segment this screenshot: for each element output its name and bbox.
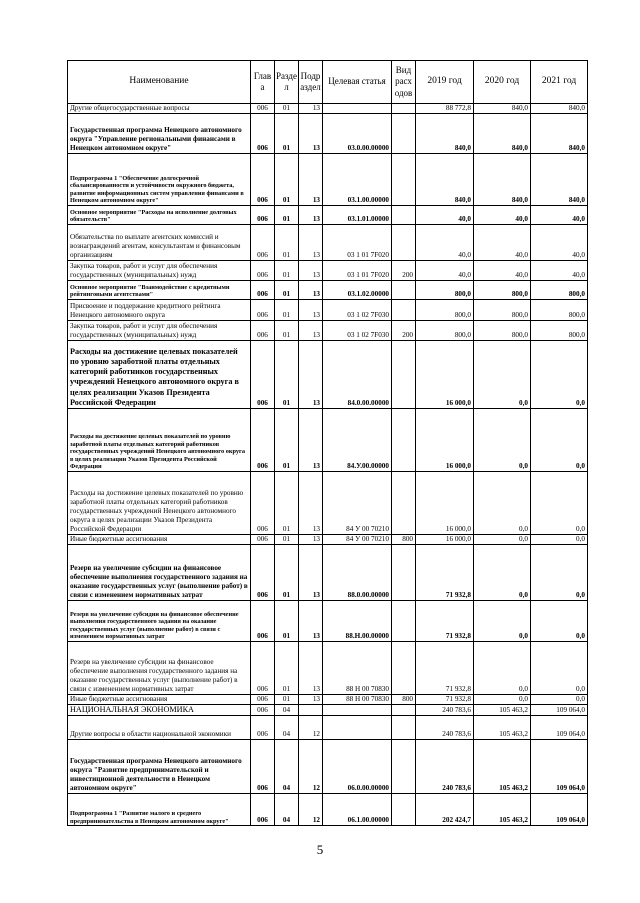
- row-podrazdel: 13: [299, 154, 323, 206]
- row-2021: 0,0: [531, 535, 588, 545]
- row-glava: 006: [251, 341, 275, 409]
- row-razdel: 01: [275, 341, 299, 409]
- row-2019: 71 932,8: [416, 642, 474, 695]
- row-glava: 006: [251, 794, 275, 826]
- row-target: 03 1 02 7F030: [323, 321, 392, 341]
- row-name: Расходы на достижение целевых показателей по уровню заработной платы отдельных категорий работников государственных учреждений Ненецкого автономного округа в целях реализации Указов Президента Российской Федерации: [68, 341, 251, 409]
- row-vid: 200: [392, 261, 416, 281]
- row-vid: [392, 601, 416, 642]
- row-glava: 006: [251, 601, 275, 642]
- row-razdel: 01: [275, 281, 299, 300]
- row-razdel: 01: [275, 154, 299, 206]
- row-target: 03.1.01.00000: [323, 206, 392, 225]
- row-target: 84.0.00.00000: [323, 341, 392, 409]
- row-2020: 840,0: [474, 104, 531, 114]
- row-2019: 800,0: [416, 300, 474, 321]
- row-vid: [392, 104, 416, 114]
- row-name: Резерв на увеличение субсидии на финансовое обеспечение выполнения государственного задания на оказание государственных услуг (выполнение работ) в связи с изменением нормативных затрат: [68, 642, 251, 695]
- row-vid: [392, 281, 416, 300]
- row-glava: 006: [251, 472, 275, 535]
- table-row: [68, 535, 588, 545]
- row-2021: 109 064,0: [531, 716, 588, 740]
- row-target: [323, 705, 392, 716]
- row-name: Другие вопросы в области национальной экономики: [68, 716, 251, 740]
- row-2020: 0,0: [474, 341, 531, 409]
- row-target: 84.У.00.00000: [323, 409, 392, 472]
- row-podrazdel: 13: [299, 601, 323, 642]
- row-vid: [392, 225, 416, 261]
- row-razdel: 04: [275, 740, 299, 794]
- col-header-vid: Вид расх одов: [392, 61, 416, 104]
- row-podrazdel: 13: [299, 300, 323, 321]
- budget-table: [67, 60, 588, 826]
- row-2021: 109 064,0: [531, 705, 588, 716]
- row-vid: [392, 642, 416, 695]
- row-vid: [392, 154, 416, 206]
- row-name: Расходы на достижение целевых показателей по уровню заработной платы отдельных категорий работников государственных учреждений Ненецкого автономного округа в целях реализации Указов Президента Российской Федерации: [68, 472, 251, 535]
- row-vid: [392, 300, 416, 321]
- col-header-podrazdel: Подр аздел: [299, 61, 323, 104]
- row-vid: [392, 409, 416, 472]
- row-podrazdel: 13: [299, 472, 323, 535]
- table-row: [68, 695, 588, 705]
- row-2021: 840,0: [531, 104, 588, 114]
- row-2020: 40,0: [474, 206, 531, 225]
- row-2020: 0,0: [474, 642, 531, 695]
- row-glava: 006: [251, 409, 275, 472]
- row-2020: 0,0: [474, 535, 531, 545]
- row-razdel: 01: [275, 545, 299, 601]
- row-2021: 40,0: [531, 206, 588, 225]
- row-glava: 006: [251, 104, 275, 114]
- row-name: Основное мероприятие "Взаимодействие с кредитными рейтинговыми агентствами": [68, 281, 251, 300]
- row-podrazdel: 13: [299, 695, 323, 705]
- col-header-target: Целевая статья: [323, 61, 392, 104]
- table-row: [68, 281, 588, 300]
- row-razdel: 01: [275, 409, 299, 472]
- table-header-row: [68, 61, 588, 104]
- row-razdel: 01: [275, 114, 299, 154]
- row-2021: 0,0: [531, 472, 588, 535]
- row-podrazdel: 13: [299, 409, 323, 472]
- row-name: Иные бюджетные ассигнования: [68, 535, 251, 545]
- row-2019: 840,0: [416, 114, 474, 154]
- row-vid: [392, 794, 416, 826]
- row-2020: 0,0: [474, 472, 531, 535]
- row-2019: 16 000,0: [416, 472, 474, 535]
- row-target: 03.1.00.00000: [323, 154, 392, 206]
- row-glava: 006: [251, 740, 275, 794]
- row-name: Иные бюджетные ассигнования: [68, 695, 251, 705]
- row-2019: 240 783,6: [416, 740, 474, 794]
- row-podrazdel: 12: [299, 740, 323, 794]
- row-glava: 006: [251, 261, 275, 281]
- row-2021: 800,0: [531, 300, 588, 321]
- table-row: [68, 545, 588, 601]
- row-razdel: 01: [275, 261, 299, 281]
- row-podrazdel: 13: [299, 104, 323, 114]
- row-glava: 006: [251, 300, 275, 321]
- table-row: [68, 225, 588, 261]
- row-2019: 88 772,8: [416, 104, 474, 114]
- row-razdel: 01: [275, 695, 299, 705]
- row-2020: 40,0: [474, 225, 531, 261]
- row-razdel: 04: [275, 705, 299, 716]
- row-razdel: 01: [275, 472, 299, 535]
- row-razdel: 01: [275, 321, 299, 341]
- row-2019: 800,0: [416, 321, 474, 341]
- row-podrazdel: 12: [299, 794, 323, 826]
- row-name: Резерв на увеличение субсидии на финансовое обеспечение выполнения государственного задания на оказание государственных услуг (выполнение работ) в связи с изменением нормативных затрат: [68, 545, 251, 601]
- row-2019: 16 000,0: [416, 409, 474, 472]
- row-2019: 40,0: [416, 261, 474, 281]
- row-2019: 71 932,8: [416, 695, 474, 705]
- table-row: [68, 341, 588, 409]
- row-target: 03 1 02 7F030: [323, 300, 392, 321]
- row-2019: 16 000,0: [416, 535, 474, 545]
- row-target: 06.0.00.00000: [323, 740, 392, 794]
- row-2020: 105 463,2: [474, 794, 531, 826]
- row-name: Резерв на увеличение субсидии на финансовое обеспечение выполнения государственного задания на оказание государственных услуг (выполнение работ) в связи с изменением нормативных затрат: [68, 601, 251, 642]
- table-row: [68, 300, 588, 321]
- row-2021: 0,0: [531, 341, 588, 409]
- row-2020: 840,0: [474, 114, 531, 154]
- table-row: [68, 321, 588, 341]
- row-2020: 800,0: [474, 300, 531, 321]
- row-target: 03 1 01 7F020: [323, 261, 392, 281]
- row-glava: 006: [251, 225, 275, 261]
- page-number: 5: [316, 842, 324, 857]
- row-razdel: 04: [275, 794, 299, 826]
- row-name: Основное мероприятие "Расходы на исполнение долговых обязательств": [68, 206, 251, 225]
- row-target: 88.Н.00.00000: [323, 601, 392, 642]
- row-glava: 006: [251, 695, 275, 705]
- table-row: [68, 104, 588, 114]
- row-2021: 800,0: [531, 321, 588, 341]
- row-target: 84 У 00 70210: [323, 472, 392, 535]
- row-2021: 0,0: [531, 409, 588, 472]
- table-body: [68, 104, 588, 826]
- row-razdel: 01: [275, 535, 299, 545]
- row-glava: 006: [251, 535, 275, 545]
- row-target: 88 Н 00 70830: [323, 695, 392, 705]
- row-vid: 200: [392, 321, 416, 341]
- table-row: [68, 794, 588, 826]
- row-2019: 40,0: [416, 206, 474, 225]
- row-name: Присвоение и поддержание кредитного рейтинга Ненецкого автономного округа: [68, 300, 251, 321]
- row-vid: [392, 206, 416, 225]
- row-vid: [392, 716, 416, 740]
- row-target: 03.0.00.00000: [323, 114, 392, 154]
- row-name: Подпрограмма 1 "Обеспечение долгосрочной сбалансированности и устойчивости окружного бюджета, развитие информационных систем управления финансами в Ненецком автономном округе": [68, 154, 251, 206]
- row-razdel: 01: [275, 225, 299, 261]
- row-name: НАЦИОНАЛЬНАЯ ЭКОНОМИКА: [68, 705, 251, 716]
- row-target: 03.1.02.00000: [323, 281, 392, 300]
- row-razdel: 01: [275, 642, 299, 695]
- col-header-2019: 2019 год: [416, 61, 474, 104]
- row-glava: 006: [251, 705, 275, 716]
- row-2020: 105 463,2: [474, 716, 531, 740]
- row-2021: 0,0: [531, 601, 588, 642]
- row-vid: [392, 545, 416, 601]
- row-glava: 006: [251, 716, 275, 740]
- row-vid: [392, 341, 416, 409]
- row-2020: 0,0: [474, 601, 531, 642]
- row-2020: 800,0: [474, 321, 531, 341]
- row-podrazdel: 13: [299, 321, 323, 341]
- row-glava: 006: [251, 281, 275, 300]
- row-2019: 71 932,8: [416, 601, 474, 642]
- row-2021: 40,0: [531, 261, 588, 281]
- row-podrazdel: 13: [299, 535, 323, 545]
- row-glava: 006: [251, 545, 275, 601]
- row-2019: 240 783,6: [416, 705, 474, 716]
- row-podrazdel: 13: [299, 545, 323, 601]
- row-target: 84 У 00 70210: [323, 535, 392, 545]
- row-2020: 0,0: [474, 695, 531, 705]
- row-name: Обязательства по выплате агентских комиссий и вознаграждений агентам, консультантам и финансовым организациям: [68, 225, 251, 261]
- row-razdel: 01: [275, 206, 299, 225]
- table-row: [68, 206, 588, 225]
- row-razdel: 01: [275, 300, 299, 321]
- row-vid: [392, 472, 416, 535]
- row-target: [323, 716, 392, 740]
- row-2019: 800,0: [416, 281, 474, 300]
- row-2020: 40,0: [474, 261, 531, 281]
- table-row: [68, 114, 588, 154]
- row-2020: 0,0: [474, 545, 531, 601]
- row-podrazdel: 13: [299, 341, 323, 409]
- row-2019: 840,0: [416, 154, 474, 206]
- row-2021: 840,0: [531, 114, 588, 154]
- row-2019: 240 783,6: [416, 716, 474, 740]
- row-2021: 40,0: [531, 225, 588, 261]
- row-vid: [392, 740, 416, 794]
- row-razdel: 01: [275, 104, 299, 114]
- col-header-glava: Глав а: [251, 61, 275, 104]
- row-razdel: 01: [275, 601, 299, 642]
- row-podrazdel: 13: [299, 206, 323, 225]
- row-2021: 0,0: [531, 695, 588, 705]
- row-name: Государственная программа Ненецкого автономного округа "Развитие предпринимательской и инвестиционной деятельности в Ненецком автономном округе": [68, 740, 251, 794]
- table-row: [68, 472, 588, 535]
- col-header-razdel: Разде л: [275, 61, 299, 104]
- row-2021: 800,0: [531, 281, 588, 300]
- row-name: Другие общегосударственные вопросы: [68, 104, 251, 114]
- row-2019: 40,0: [416, 225, 474, 261]
- row-2021: 0,0: [531, 545, 588, 601]
- row-2021: 0,0: [531, 642, 588, 695]
- row-podrazdel: 13: [299, 114, 323, 154]
- row-razdel: 04: [275, 716, 299, 740]
- row-2020: 0,0: [474, 409, 531, 472]
- table-row: [68, 642, 588, 695]
- row-podrazdel: 13: [299, 281, 323, 300]
- table-row: [68, 154, 588, 206]
- row-2021: 840,0: [531, 154, 588, 206]
- row-target: [323, 104, 392, 114]
- row-2019: 16 000,0: [416, 341, 474, 409]
- row-2020: 105 463,2: [474, 740, 531, 794]
- row-podrazdel: 13: [299, 261, 323, 281]
- table-row: [68, 601, 588, 642]
- row-glava: 006: [251, 114, 275, 154]
- row-glava: 006: [251, 154, 275, 206]
- row-name: Государственная программа Ненецкого автономного округа "Управление региональными финансами в Ненецком автономном округе": [68, 114, 251, 154]
- col-header-2020: 2020 год: [474, 61, 531, 104]
- row-2021: 109 064,0: [531, 740, 588, 794]
- row-glava: 006: [251, 206, 275, 225]
- row-name: Закупка товаров, работ и услуг для обеспечения государственных (муниципальных) нужд: [68, 261, 251, 281]
- row-target: 88.0.00.00000: [323, 545, 392, 601]
- row-name: Подпрограмма 1 "Развитие малого и среднего предпринимательства в Ненецком автономном округе": [68, 794, 251, 826]
- row-vid: 800: [392, 535, 416, 545]
- row-target: 88 Н 00 70830: [323, 642, 392, 695]
- row-2021: 109 064,0: [531, 794, 588, 826]
- row-vid: [392, 705, 416, 716]
- row-2020: 840,0: [474, 154, 531, 206]
- table-row: [68, 261, 588, 281]
- row-2020: 800,0: [474, 281, 531, 300]
- row-target: 06.1.00.00000: [323, 794, 392, 826]
- table-row: [68, 705, 588, 716]
- table-row: [68, 740, 588, 794]
- row-vid: 800: [392, 695, 416, 705]
- row-2019: 71 932,8: [416, 545, 474, 601]
- col-header-2021: 2021 год: [531, 61, 588, 104]
- row-name: Закупка товаров, работ и услуг для обеспечения государственных (муниципальных) нужд: [68, 321, 251, 341]
- table-row: [68, 409, 588, 472]
- col-header-name: Наименование: [68, 61, 251, 104]
- row-podrazdel: 12: [299, 716, 323, 740]
- row-podrazdel: [299, 705, 323, 716]
- row-podrazdel: 13: [299, 642, 323, 695]
- row-target: 03 1 01 7F020: [323, 225, 392, 261]
- row-vid: [392, 114, 416, 154]
- row-name: Расходы на достижение целевых показателей по уровню заработной платы отдельных категорий работников государственных учреждений Ненецкого автономного округа в целях реализации Указов Президента Российской Федерации: [68, 409, 251, 472]
- row-glava: 006: [251, 642, 275, 695]
- row-2019: 202 424,7: [416, 794, 474, 826]
- table-row: [68, 716, 588, 740]
- row-glava: 006: [251, 321, 275, 341]
- row-2020: 105 463,2: [474, 705, 531, 716]
- row-podrazdel: 13: [299, 225, 323, 261]
